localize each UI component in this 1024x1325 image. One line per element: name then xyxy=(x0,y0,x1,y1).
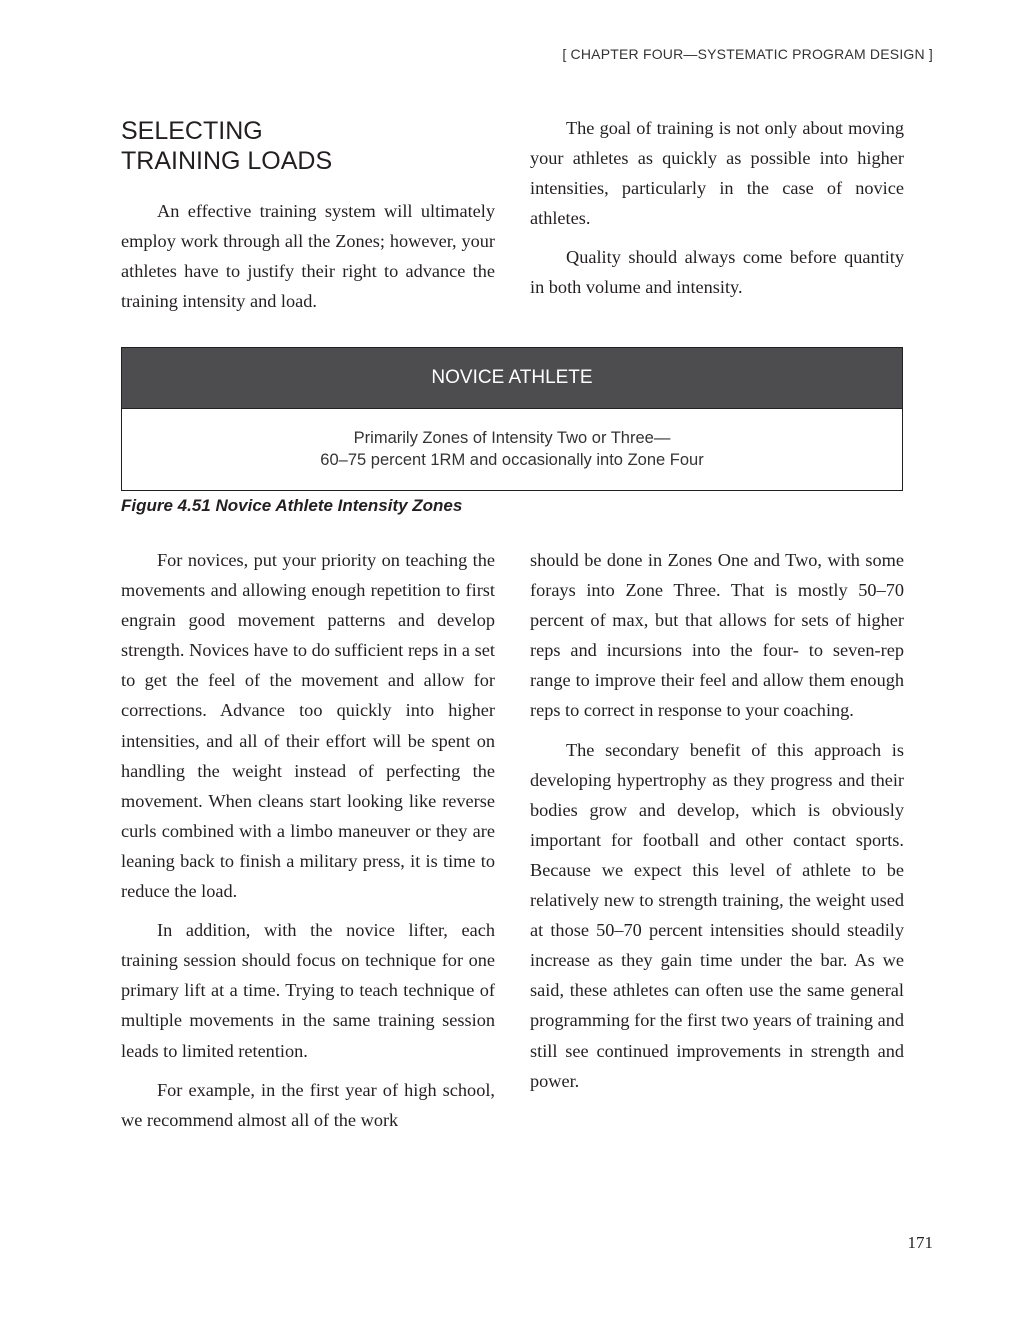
intro-right-column xyxy=(530,113,904,312)
running-head: [ CHAPTER FOUR—SYSTEMATIC PROGRAM DESIGN ] xyxy=(562,46,933,62)
paragraph: For example, in the first year of high school, we recommend almost all of the work xyxy=(121,1079,495,1130)
section-title-line-1: SELECTING xyxy=(121,117,263,145)
section-title-line-2: TRAINING LOADS xyxy=(121,147,333,175)
paragraph: The secondary benefit of this approach is developing hypertrophy as they progress and their bodies grow and develop, which is obviously important for football and other contact sports. Because we expect this level of athlete to be relatively new to strength training, the weight used at those 50–70 percent intensities should steadily increase as they gain time under the bar. As we said, these athletes can often use the same general programming for the first two years of training and still see continued improvements in strength and power. xyxy=(530,739,904,1091)
paragraph: In addition, with the novice lifter, each training session should focus on technique for one primary lift at a time. Trying to teach technique of multiple movements in the same training session leads to limited retention. xyxy=(121,920,495,1061)
page-number: 171 xyxy=(907,1233,933,1252)
body-right-column xyxy=(530,545,904,1105)
figure-box-line-1: Primarily Zones of Intensity Two or Three— xyxy=(353,429,671,447)
body-left-column xyxy=(121,545,495,1144)
figure-caption: Figure 4.51 Novice Athlete Intensity Zones xyxy=(121,496,463,515)
novice-athlete-figure-box xyxy=(121,347,903,491)
figure-box-body xyxy=(122,409,902,489)
paragraph-continued: should be done in Zones One and Two, with some forays into Zone Three. That is mostly 50–70 percent of max, but that allows for sets of higher reps and incursions into the four- to seven-rep range to improve their feel and allow them enough reps to correct in response to your coaching. xyxy=(530,550,904,721)
paragraph: The goal of training is not only about moving your athletes as quickly as possible into higher intensities, particularly in the case of novice athletes. xyxy=(530,118,904,229)
paragraph: Quality should always come before quantity in both volume and intensity. xyxy=(530,247,904,298)
figure-box-line-2: 60–75 percent 1RM and occasionally into Zone Four xyxy=(320,451,704,469)
paragraph: An effective training system will ultimately employ work through all the Zones; however, your athletes have to justify their right to advance the training intensity and load. xyxy=(121,201,495,312)
section-title xyxy=(121,116,332,176)
paragraph: For novices, put your priority on teaching the movements and allowing enough repetition to first engrain good movement patterns and develop strength. Novices have to do sufficient reps in a set to get the feel of the movement and allow for corrections. Advance too quickly into higher intensities, and all of their effort will be spent on handling the weight instead of perfecting the movement. When cleans start looking like reverse curls combined with a limbo maneuver or they are leaning back to finish a military press, it is time to reduce the load. xyxy=(121,550,495,902)
figure-box-title: NOVICE ATHLETE xyxy=(122,348,902,409)
intro-left-column xyxy=(121,196,495,325)
